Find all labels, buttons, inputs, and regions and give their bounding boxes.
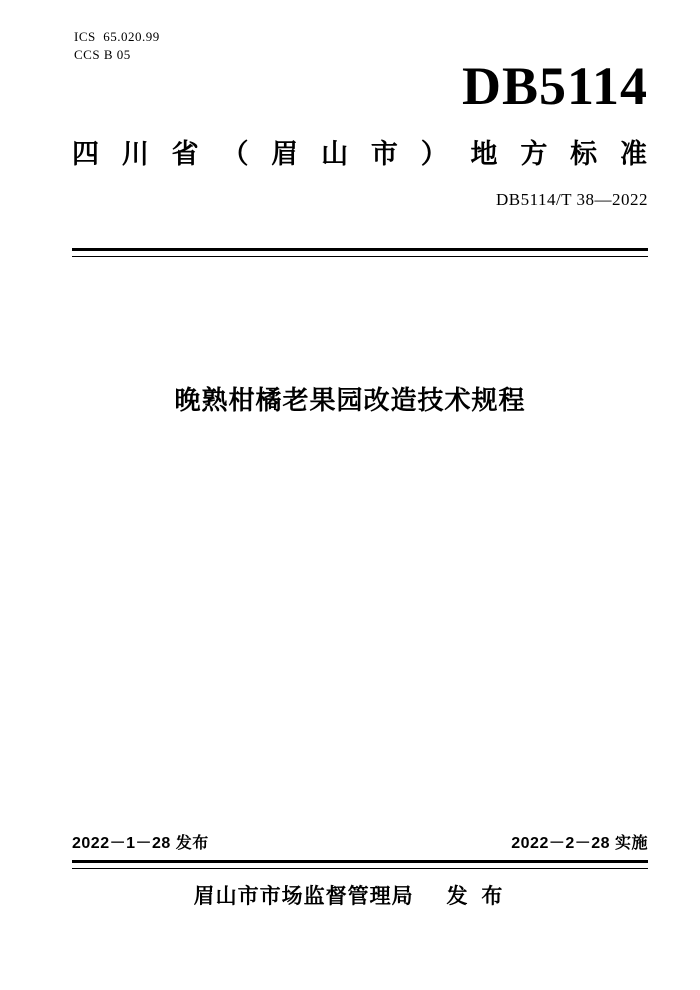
province-title-char: 标 bbox=[570, 139, 599, 169]
ics-classification-block bbox=[74, 28, 160, 64]
ics-line: ICS 65.020.99 bbox=[74, 29, 160, 44]
document-title: 晚熟柑橘老果园改造技术规程 bbox=[174, 385, 526, 415]
release-date: 2022－1－28 发布 bbox=[72, 835, 209, 852]
province-title-char: 川 bbox=[121, 139, 150, 169]
standard-code: DB5114/T 38—2022 bbox=[495, 190, 648, 209]
publish-label: 发 布 bbox=[446, 885, 507, 908]
header-divider-thin bbox=[72, 256, 648, 257]
ccs-line: CCS B 05 bbox=[74, 47, 131, 62]
province-title-char: ） bbox=[420, 139, 449, 169]
dates-row bbox=[72, 830, 648, 853]
province-standard-title bbox=[72, 132, 648, 171]
province-title-char: 方 bbox=[520, 139, 549, 169]
province-title-char: 地 bbox=[470, 139, 499, 169]
province-title-char: 省 bbox=[171, 139, 200, 169]
province-title-char: 准 bbox=[619, 139, 648, 169]
province-title-char: 市 bbox=[370, 139, 399, 169]
province-title-char: 眉 bbox=[271, 139, 300, 169]
issuer-name: 眉山市市场监督管理局 bbox=[193, 885, 414, 908]
province-title-char: （ bbox=[221, 139, 250, 169]
province-title-char: 四 bbox=[72, 139, 100, 169]
province-title-char: 山 bbox=[321, 139, 350, 169]
footer-divider-thick bbox=[72, 860, 648, 863]
footer-divider-thin bbox=[72, 868, 648, 869]
header-divider-thick bbox=[72, 248, 648, 251]
implementation-date: 2022－2－28 实施 bbox=[511, 835, 648, 852]
standard-number: DB5114 bbox=[461, 56, 648, 116]
issuer-row bbox=[0, 880, 700, 910]
